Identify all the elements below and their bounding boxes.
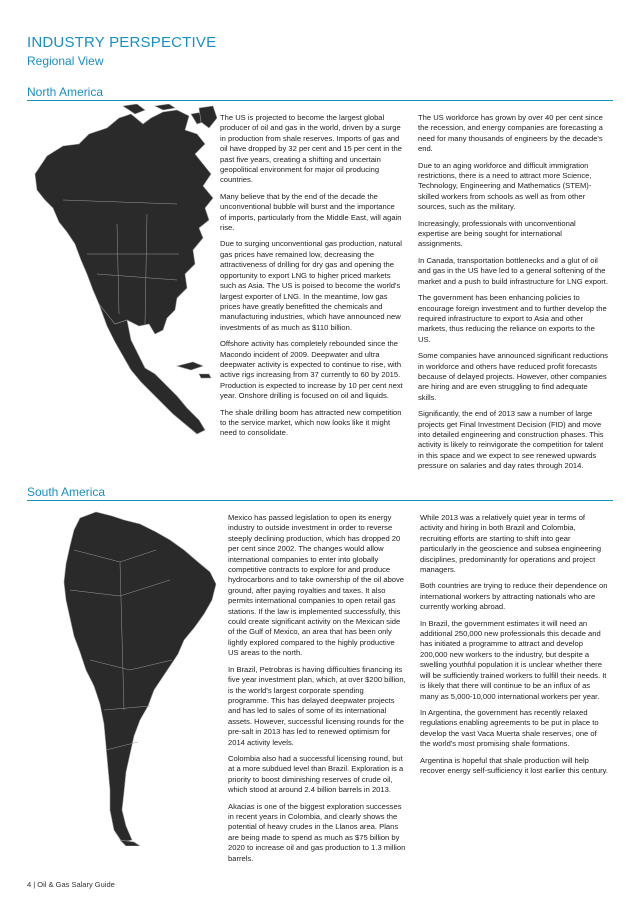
- paragraph: The US workforce has grown by over 40 per cent since the recession, and energy companies are forecasting a need for many thousands of engineers by the decade's end.: [418, 113, 603, 154]
- north-america-column-1: [220, 113, 403, 445]
- south-america-column-2: [420, 513, 608, 782]
- section-title-south-america: South America: [27, 485, 106, 499]
- paragraph: The shale drilling boom has attracted new competition to the service market, which now looks like it might need to consolidate.: [220, 407, 402, 438]
- paragraph: Akacias is one of the biggest exploration successes in recent years in Colombia, and clearly shows the potential of heavy crudes in the Llanos area. Plans are being made to spend as much as $75 billion by 2020 to increase oil and gas production to 1.3 million barrels.: [228, 801, 406, 863]
- paragraph: The government has been enhancing policies to encourage foreign investment and to further develop the required infrastructure to export to Asia and other markets, thus reducing the reliance on exports to the US.: [418, 293, 607, 344]
- paragraph: In Canada, transportation bottlenecks and a glut of oil and gas in the US have led to a general softening of the market and a push to build infrastructure for LNG export.: [418, 255, 608, 286]
- paragraph: Both countries are trying to reduce their dependence on international workers by attracting nationals who are currently working abroad.: [420, 581, 608, 612]
- paragraph: In Brazil, Petrobras is having difficulties financing its five year investment plan, which, at over $200 billion, is the world's largest corporate spending programme. This has delayed deepwater projects and has led to sales of some of its international assets. However, successful licensing rounds for the pre-salt in 2013 has led to renewed optimism for 2014 activity levels.: [228, 664, 406, 747]
- paragraph: Mexico has passed legislation to open its energy industry to outside investment in order to reverse steeply declining production, which has dropped 20 per cent since 2002. The changes would allow international companies to enter into globally competitive contracts to explore for and produce hydrocarbons and to take ownership of the oil above ground, after paying royalties and taxes. It also permits international companies to open retail gas stations. If the law is implemented successfully, this could create significant activity on the Mexican side of the Gulf of Mexico, an area that has been only lightly explored compared to the highly productive US areas to the north.: [228, 513, 405, 658]
- paragraph: Many believe that by the end of the decade the unconventional bubble will burst and the importance of imports, particularly from the Middle East, will again rise.: [220, 191, 402, 233]
- paragraph: Due to surging unconventional gas production, natural gas prices have remained low, decreasing the attractiveness of drilling for dry gas and opening the opportunity to export LNG to higher priced markets such as Asia. The US is poised to become the world's largest exporter of LNG. In the meantime, low gas prices have greatly benefitted the chemicals and manufacturing industries, which have announced new investments of as much as $110 billion.: [220, 239, 402, 332]
- north-america-map: [27, 104, 217, 458]
- paragraph: In Argentina, the government has recently relaxed regulations enabling agreements to be put in place to develop the vast Vaca Muerta shale reserves, one of the world's most promising shale formations.: [420, 707, 599, 749]
- page-footer: 4 | Oil & Gas Salary Guide: [27, 880, 115, 889]
- page-subheading: Regional View: [27, 54, 104, 68]
- north-america-column-2: [418, 113, 608, 478]
- paragraph: In Brazil, the government estimates it will need an additional 250,000 new professionals this decade and has initiated a programme to attract and develop 200,000 new workers to the industry, but despite a swelling youthful population it is unclear whether there will be sufficiently trained workers to fulfill their needs. It is likely that there will continue to be an influx of as many as 5,000-10,000 international workers per year.: [420, 618, 607, 701]
- paragraph: Some companies have announced significant reductions in workforce and others have reduced profit forecasts because of delayed projects. However, other companies are hiring and are even struggling to find adequate skills.: [418, 351, 608, 402]
- page-heading: INDUSTRY PERSPECTIVE: [27, 34, 217, 51]
- paragraph: Argentina is hopeful that shale production will help recover energy self-sufficiency it lost earlier this century.: [420, 755, 608, 775]
- paragraph: Offshore activity has completely rebounded since the Macondo incident of 2009. Deepwater and ultra deepwater activity is expected to continue to rise, with active rigs increasing from 37 currently to 60 by 2015. Production is expected to increase by 10 per cent next year. Onshore drilling is focused on oil and liquids.: [220, 339, 403, 401]
- paragraph: Increasingly, professionals with unconventional expertise are being sought for international assignments.: [418, 218, 576, 249]
- paragraph: While 2013 was a relatively quiet year in terms of activity and hiring in both Brazil and Colombia, recruiting efforts are starting to shift into gear particularly in the geoscience and subsea engineering disciplines, predominantly for operations and project managers.: [420, 513, 602, 575]
- paragraph: The US is projected to become the largest global producer of oil and gas in the world, driven by a surge in production from shale reserves. Imports of gas and oil have dropped by 32 per cent and 15 per cent in the past five years, creating a shifting and uncertain geopolitical environment for major oil producing countries.: [220, 113, 402, 185]
- section-divider: [27, 100, 613, 101]
- paragraph: Significantly, the end of 2013 saw a number of large projects get Final Investment Decision (FID) and move into detailed engineering and construction phases. This activity is likely to reinvigorate the competition for talent in this space and we expect to see renewed upwards pressure on salaries and day rates through 2014.: [418, 409, 604, 471]
- section-title-north-america: North America: [27, 85, 104, 99]
- paragraph: Colombia also had a successful licensing round, but at a more subdued level than Brazil. Exploration is a priority to boost diminishing reserves of crude oil, which stood at around 2.4 billion barrels in 2013.: [228, 753, 404, 795]
- south-america-column-1: [228, 513, 406, 870]
- paragraph: Due to an aging workforce and difficult immigration restrictions, there is a need to attract more Science, Technology, Engineering and Mathematics (STEM)-skilled workers from schools as well as from other sources, such as the military.: [418, 160, 592, 212]
- south-america-map: [60, 510, 220, 846]
- section-divider: [27, 500, 613, 501]
